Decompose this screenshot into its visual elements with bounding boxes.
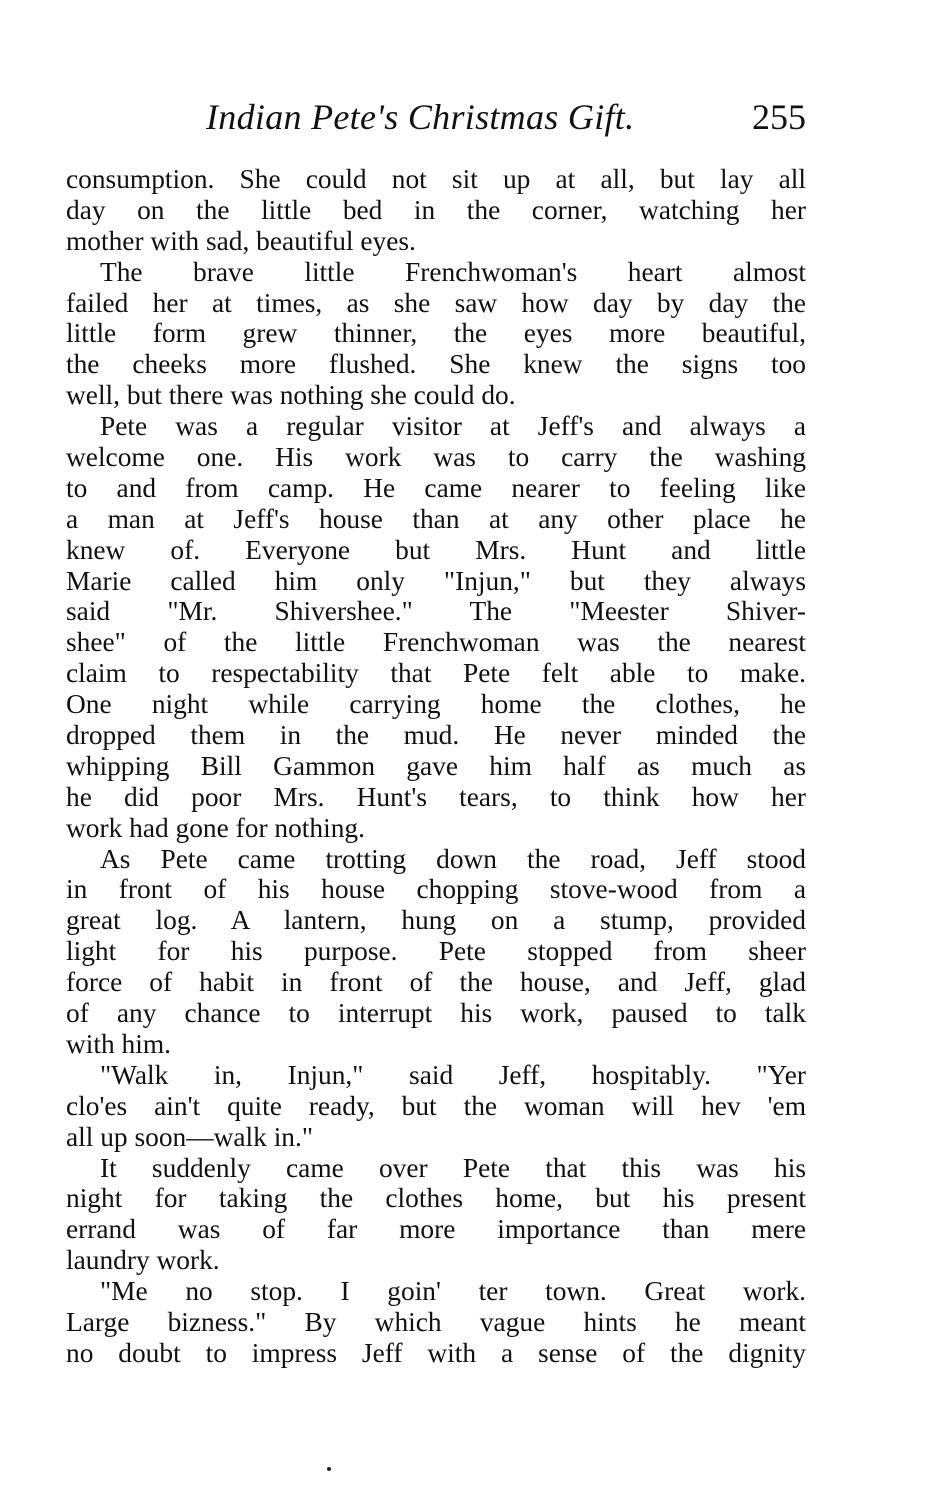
text-line: The brave little Frenchwoman's heart almost: [100, 256, 806, 287]
text-line: light for his purpose. Pete stopped from sheer: [66, 936, 806, 967]
running-title: Indian Pete's Christmas Gift.: [206, 97, 635, 137]
text-line: of any chance to interrupt his work, paused to talk: [66, 998, 806, 1029]
text-line: failed her at times, as she saw how day by day the: [66, 287, 806, 318]
text-line: Marie called him only "Injun," but they always: [66, 565, 806, 596]
text-line: "Me no stop. I goin' ter town. Great work.: [100, 1276, 806, 1307]
text-line: claim to respectability that Pete felt able to make.: [66, 658, 806, 689]
text-line: errand was of far more importance than mere: [66, 1214, 806, 1245]
text-line: with him.: [66, 1028, 172, 1059]
text-line: One night while carrying home the clothes, he: [66, 689, 806, 720]
page-number: 255: [752, 97, 806, 137]
text-line: well, but there was nothing she could do.: [66, 380, 516, 411]
text-line: laundry work.: [66, 1245, 220, 1276]
running-header: [66, 92, 806, 142]
text-line: whipping Bill Gammon gave him half as much as: [66, 750, 806, 781]
text-line: force of habit in front of the house, and Jeff, glad: [66, 967, 806, 998]
text-line: said "Mr. Shivershee." The "Meester Shiver-: [66, 596, 806, 627]
text-line: no doubt to impress Jeff with a sense of the dignity: [66, 1337, 806, 1368]
body-text: [66, 164, 806, 1369]
text-line: dropped them in the mud. He never minded the: [66, 720, 806, 751]
text-line: day on the little bed in the corner, watching her: [66, 194, 806, 225]
text-line: "Walk in, Injun," said Jeff, hospitably. "Yer: [100, 1059, 806, 1090]
text-line: clo'es ain't quite ready, but the woman will hev 'em: [66, 1090, 806, 1121]
text-line: to and from camp. He came nearer to feeling like: [66, 472, 806, 503]
text-line: little form grew thinner, the eyes more beautiful,: [66, 318, 806, 349]
text-line: As Pete came trotting down the road, Jeff stood: [100, 843, 806, 874]
text-line: a man at Jeff's house than at any other place he: [66, 503, 806, 534]
text-line: welcome one. His work was to carry the washing: [66, 442, 806, 473]
text-line: the cheeks more flushed. She knew the signs too: [66, 349, 806, 380]
text-line: knew of. Everyone but Mrs. Hunt and little: [66, 534, 806, 565]
text-line: great log. A lantern, hung on a stump, provided: [66, 905, 806, 936]
text-line: Large bizness." By which vague hints he meant: [66, 1306, 806, 1337]
text-line: It suddenly came over Pete that this was his: [100, 1152, 806, 1183]
text-line: he did poor Mrs. Hunt's tears, to think how her: [66, 781, 806, 812]
text-line: shee" of the little Frenchwoman was the nearest: [66, 627, 806, 658]
text-line: mother with sad, beautiful eyes.: [66, 225, 416, 256]
text-line: all up soon—walk in.": [66, 1121, 314, 1152]
text-line: consumption. She could not sit up at all, but lay all: [66, 164, 806, 194]
text-line: night for taking the clothes home, but his present: [66, 1183, 806, 1214]
text-line: Pete was a regular visitor at Jeff's and always a: [100, 411, 806, 442]
ink-speck: [327, 1467, 331, 1471]
text-line: in front of his house chopping stove-wood from a: [66, 874, 806, 905]
text-line: work had gone for nothing.: [66, 812, 365, 843]
